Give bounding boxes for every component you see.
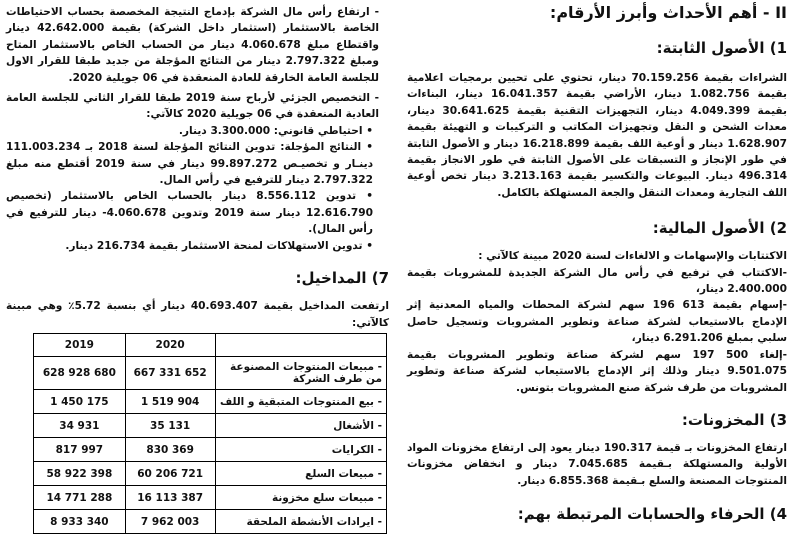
cell-2019: 1 450 175 (34, 390, 126, 414)
cell-2019: 8 933 340 (34, 510, 126, 534)
investment-account-text: تدوين 8.556.112 دينار بالحساب الخاص بالاستثمار (تخصيص 12.616.790 دينار سنة 2019 وتدوين 4.060.678- دينار للترفيع في رأس المال). (6, 190, 374, 236)
list-item: - ارتفاع رأس مال الشركة بإدماج النتيجة المخصصة بحساب الاحتياطات الخاصة بالاستثمار (استثمار داخل الشركة) بقيمة 42.642.000 دينار واقتطاع مبلغ 4.060.678 دينار من الحساب الخاص بالاستثمار المتاح ومبلغ 2.797.322 دينار من النتائج المؤجلة من جديد طبقا للقرار الاول للجلسة العامة الخارقة للعادة المنعقدة في 06 جويلية 2020. (6, 6, 379, 84)
table-row (34, 390, 387, 414)
financial-assets-intro: الاكتتابات والإسهامات و الالغاءات لسنة 2020 مبينة كالآتي : (478, 250, 787, 263)
cell-2019: 14 771 288 (34, 486, 126, 510)
cell-2020: 830 369 (125, 438, 215, 462)
heading-fixed-assets: 1) الأصول الثابتة: (656, 39, 787, 57)
capital-increase-text: ارتفاع رأس مال الشركة بإدماج النتيجة المخصصة بحساب الاحتياطات الخاصة بالاستثمار (استثمار داخل الشركة) بقيمة 42.642.000 دينار واقتطاع مبلغ 4.060.678 دينار من الحساب الخاص بالاستثمار المتاح ومبلغ 2.797.322 دينار من النتائج المؤجلة من جديد طبقا للقرار الاول للجلسة العامة الخارقة للعادة المنعقدة في 06 جويلية 2020. (6, 6, 379, 84)
cell-2020: 60 206 721 (125, 462, 215, 486)
legal-reserve-text: احتياطي قانوني: 3.300.000 دينار. (178, 124, 363, 137)
financial-assets-item-2: -إسهام بقيمة 613 196 سهم لشركة المحطات والمياه المعدنية إثر الإدماج بالاستيعاب لشركة صناعة وتطوير المشروبات وتسجيل حاصل سلبي بمبلغ 6.291.206 دينار، (407, 299, 787, 345)
table-header-row (34, 334, 387, 357)
fixed-assets-text: الشراءات بقيمة 70.159.256 دينار، تحتوي على تحيين برمجيات اعلامية بقيمة 1.082.756 دينار، الأراضي بقيمة 16.041.357 دينار، البناءات بقيمة 4.049.399 دينار، التجهيزات التقنية بقيمة 30.641.625 دينار، معدات الشحن و النقل وتجهيزات المكاتب و التركيبات و التهيئة بقيمة 1.628.907 دينار و أوعية اللف بقيمة 16.218.899 دينار و الأصول الثابتة في طور الإنجاز و التسبقات على الأصول الثابتة في طور الانجاز بقيمة 496.314 دينار. البيوعات والتكسير بقيمة 3.213.163 دينار تخص أوعية اللف التجارية ومعدات التنقل والجعة المستهلكة بالكامل. (407, 72, 788, 199)
profit-allocation-text: التخصيص الجزئي لأرباح سنة 2019 طبقا للقرار الثاني للجلسة العامة العادية المنعقدة في 06 جويلية 2020 كالآتي: (6, 92, 379, 121)
table-row (34, 414, 387, 438)
cell-2019: 34 931 (34, 414, 126, 438)
list-item: • تدوين 8.556.112 دينار بالحساب الخاص بالاستثمار (تخصيص 12.616.790 دينار سنة 2019 وتدوين 4.060.678- دينار للترفيع في رأس المال). (6, 190, 374, 236)
cell-2020: 16 113 387 (125, 486, 215, 510)
list-item: • تدوين الاستهلاكات لمنحة الاستثمار بقيمة 216.734 دينار. (65, 239, 373, 252)
heading-customers: 4) الحرفاء والحسابات المرتبطة بهم: (517, 505, 787, 524)
list-item: - التخصيص الجزئي لأرباح سنة 2019 طبقا للقرار الثاني للجلسة العامة العادية المنعقدة في 06 جويلية 2020 كالآتي: (6, 92, 379, 121)
cell-2019: 817 997 (34, 438, 126, 462)
table-row (34, 438, 387, 462)
heading-financial-assets: 2) الأصول المالية: (652, 219, 787, 238)
list-item: • النتائج المؤجلة: تدوين النتائج المؤجلة لسنة 2018 بـ 111.003.234 دينـار و تخصيـص 99.897.272 دينار في سنة 2019 أقتطع منه مبلغ 2.797.322 دينار للترفيع في رأس المال. (6, 141, 374, 187)
cell-2020: 35 131 (125, 414, 215, 438)
financial-assets-item-1: -الاكتتاب في ترفيع في رأس مال الشركة الجديدة للمشروبات بقيمة 2.400.000 دينار، (407, 266, 787, 296)
cell-2019: 628 928 680 (34, 357, 126, 390)
row-label: - مبيعات سلع مخزونة (215, 486, 386, 510)
revenue-table (33, 333, 387, 534)
left-column (6, 0, 389, 331)
table-row (34, 462, 387, 486)
cell-2020: 1 519 904 (125, 390, 215, 414)
table-row (34, 486, 387, 510)
heading-revenues: 7) المداخيل: (295, 269, 389, 288)
row-label: - الكرايات (215, 438, 386, 462)
cell-2019: 58 922 398 (34, 462, 126, 486)
inventories-text: ارتفاع المخزونات بـ قيمة 190.317 دينار يعود إلى ارتفاع مخزونات المواد الأولية والمستهلكة بـقيمة 7.045.685 دينار و انخفاض مخزونات المنتوجات المصنعة والسلع بـقيمة 6.855.368 دينار. (407, 441, 788, 487)
row-label: - الأشغال (215, 414, 386, 438)
cell-2020: 7 962 003 (125, 510, 215, 534)
cell-2020: 667 331 652 (125, 357, 215, 390)
revenues-text: ارتفعت المداخيل بقيمة 40.693.407 دينار أي بنسبة 5.72٪ وهي مبينة كالآتي: (6, 300, 389, 329)
header-2020: 2020 (125, 334, 215, 357)
right-column (407, 0, 787, 524)
row-label: - بيع المنتوجات المتبقية و اللف (215, 390, 386, 414)
heading-inventories: 3) المخزونات: (681, 410, 787, 429)
header-2019: 2019 (34, 334, 126, 357)
header-empty (215, 334, 386, 357)
retained-earnings-text: النتائج المؤجلة: تدوين النتائج المؤجلة لسنة 2018 بـ 111.003.234 دينـار و تخصيـص 99.897.272 دينار في سنة 2019 أقتطع منه مبلغ 2.797.322 دينار للترفيع في رأس المال. (6, 141, 374, 187)
section-title-events: II - أهم الأحداث وأبرز الأرقام: (549, 3, 787, 22)
financial-assets-item-3: -إلغاء 500 197 سهم لشركة صناعة وتطوير المشروبات بقيمة 9.501.075 دينار وذلك إثر الإدماج بالاستيعاب لشركة صناعة وتطوير المشروبات من طرف شركة صنع المشروبات بتونس. (407, 348, 787, 394)
row-label: - مبيعات المنتوجات المصنوعة من طرف الشركة (215, 357, 386, 390)
table-row (34, 357, 387, 390)
list-item: • احتياطي قانوني: 3.300.000 دينار. (178, 124, 373, 137)
table-row (34, 510, 387, 534)
depreciation-text: تدوين الاستهلاكات لمنحة الاستثمار بقيمة 216.734 دينار. (65, 239, 363, 252)
row-label: - ايرادات الأنشطة الملحقة (215, 510, 386, 534)
row-label: - مبيعات السلع (215, 462, 386, 486)
